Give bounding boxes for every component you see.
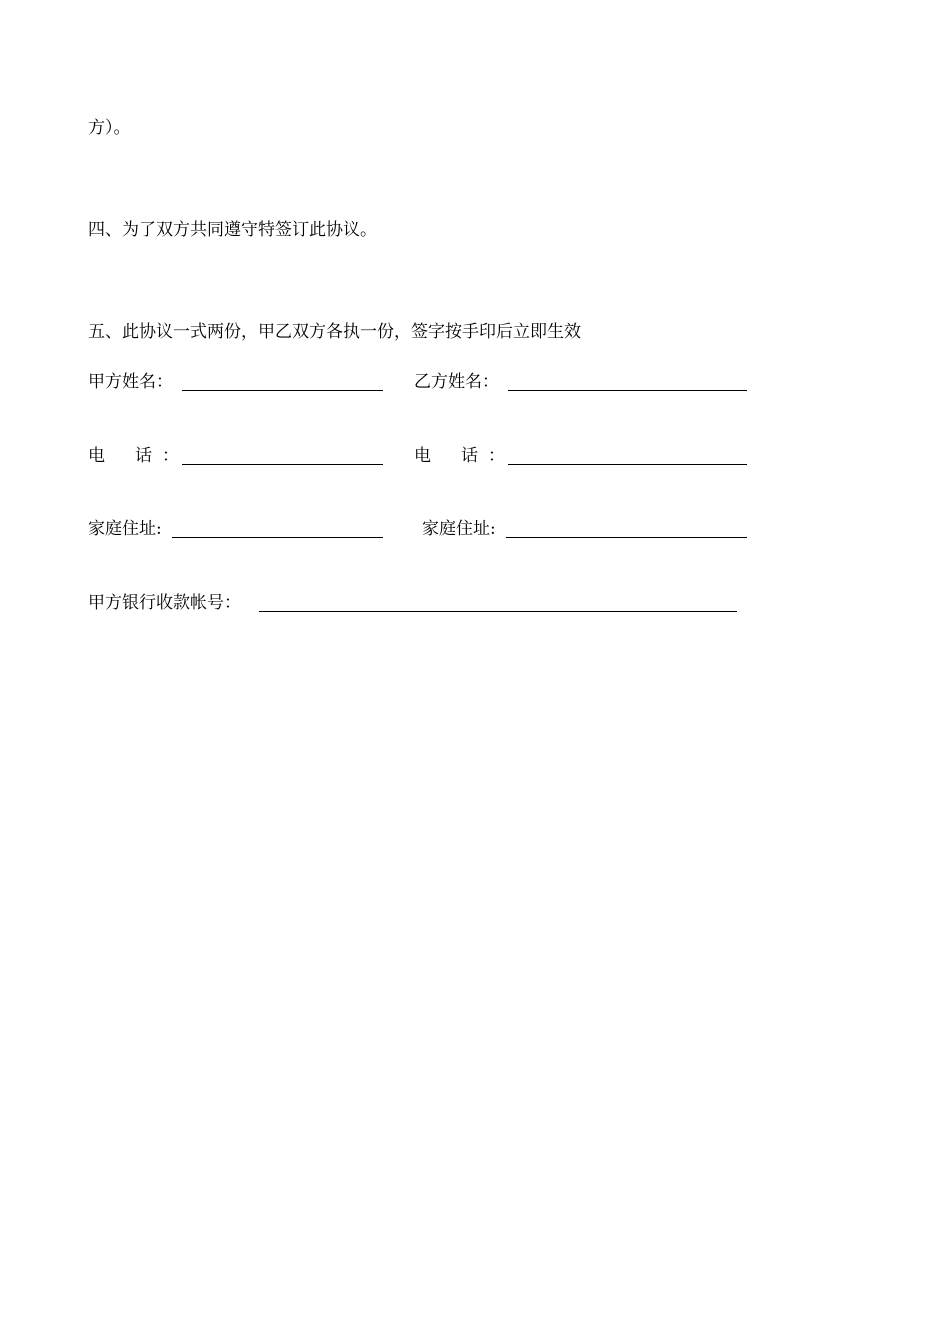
party-a-address-label: 家庭住址:	[88, 519, 162, 539]
party-b-address-blank[interactable]	[506, 537, 747, 538]
phone-row	[0, 446, 950, 468]
address-row	[0, 519, 950, 541]
paragraph-clause-five: 五、此协议一式两份，甲乙双方各执一份，签字按手印后立即生效	[88, 322, 581, 342]
party-a-phone-label	[88, 446, 178, 466]
party-b-name-blank[interactable]	[508, 390, 747, 391]
party-b-phone-char-2: 话	[461, 446, 478, 466]
party-b-address-label: 家庭住址:	[422, 519, 496, 539]
party-b-phone-char-1: 电	[414, 446, 431, 466]
party-a-name-label: 甲方姓名：	[88, 372, 173, 392]
party-a-address-blank[interactable]	[172, 537, 383, 538]
bank-account-blank[interactable]	[259, 611, 737, 612]
party-b-phone-colon: ：	[488, 446, 505, 466]
party-b-name-label: 乙方姓名：	[414, 372, 499, 392]
party-a-phone-blank[interactable]	[182, 464, 383, 465]
bank-account-label: 甲方银行收款帐号：	[88, 593, 241, 613]
paragraph-clause-four: 四、为了双方共同遵守特签订此协议。	[88, 220, 377, 240]
paragraph-continuation: 方）。	[88, 118, 131, 138]
party-a-phone-char-1: 电	[88, 446, 105, 466]
party-a-phone-colon: ：	[162, 446, 179, 466]
party-a-phone-char-2: 话	[135, 446, 152, 466]
party-b-phone-blank[interactable]	[508, 464, 747, 465]
party-b-phone-label	[414, 446, 504, 466]
party-a-name-blank[interactable]	[182, 390, 383, 391]
bank-account-row	[0, 593, 950, 615]
name-row	[0, 372, 950, 394]
